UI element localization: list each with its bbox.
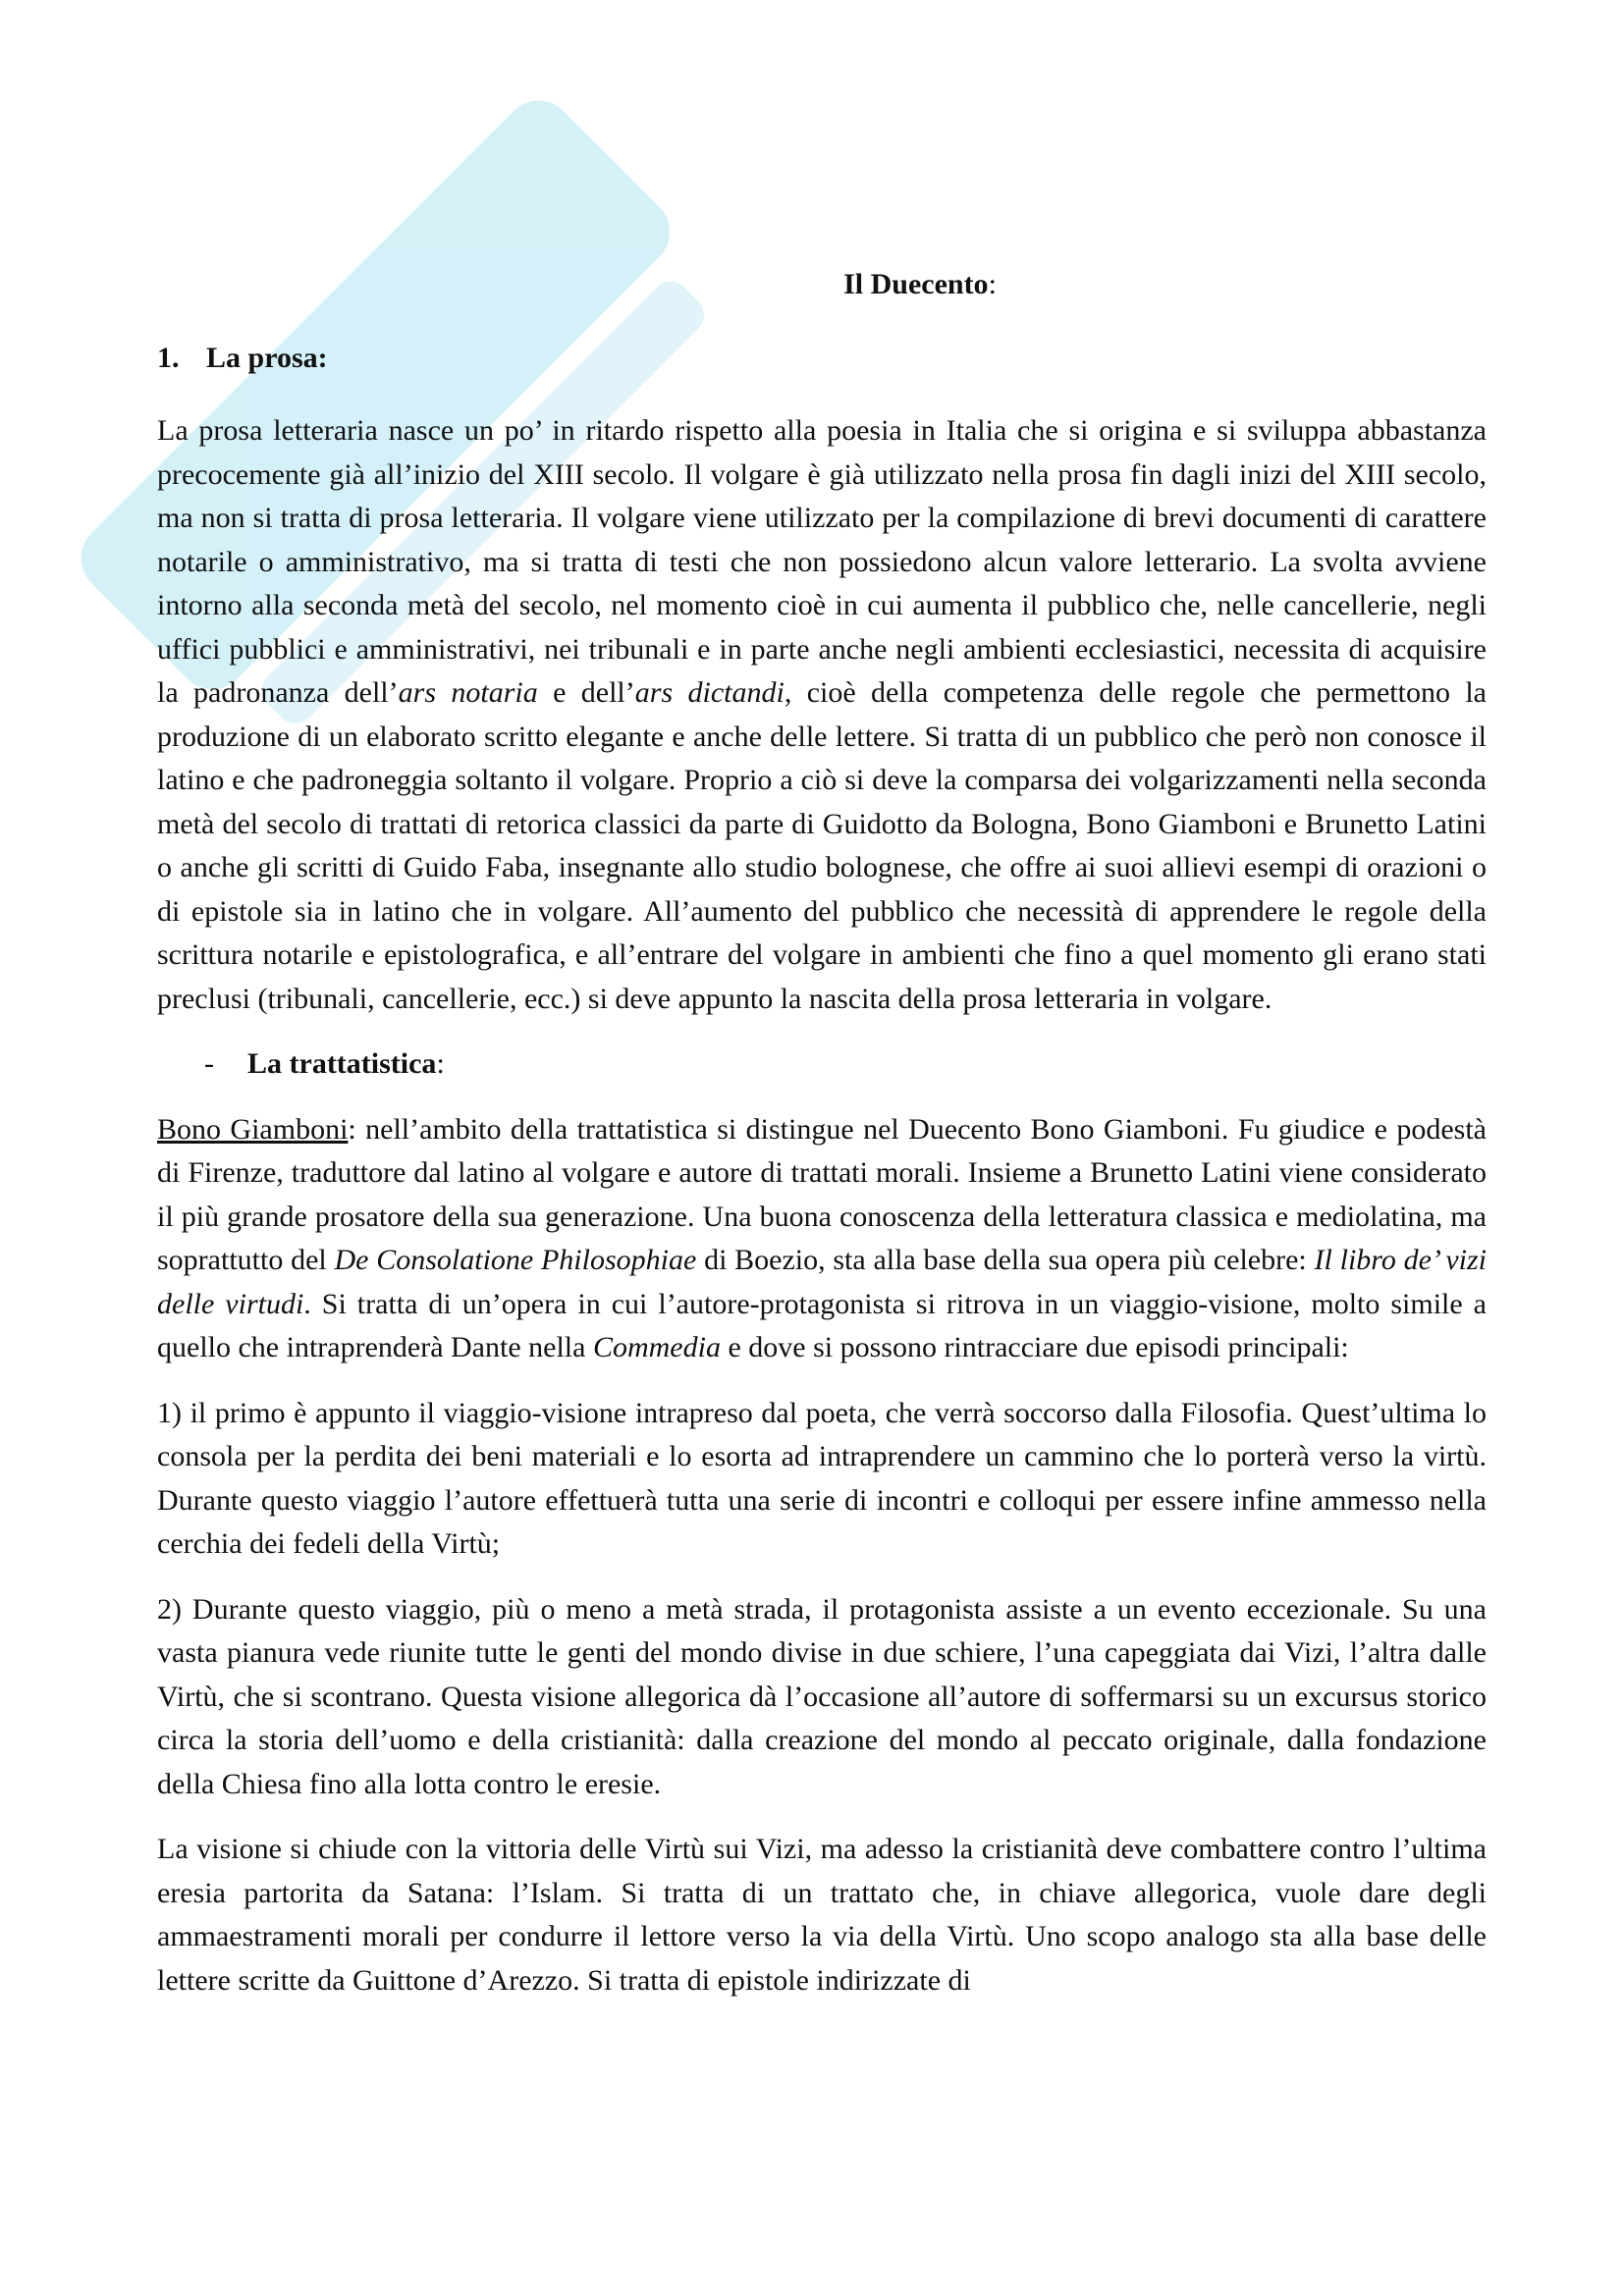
italic-title: De Consolatione Philosophiae [334,1244,697,1276]
paragraph-text: . Si tratta di un’opera in cui l’autore-protagonista si ritrova in un viaggio-visione, molto simile a quello che intraprenderà Dante nella [157,1287,1487,1363]
paragraph-text: 1) il primo è appunto il viaggio-visione intrapreso dal poeta, che verrà soccorso dalla Filosofia. Quest’ultima lo consola per la perdita dei beni materiali e lo esorta ad intraprendere un cammino che lo porterà verso la virtù. Durante questo viaggio l’autore effettuerà tutta una serie di incontri e colloqui per essere infine ammesso nella cerchia dei fedeli della Virtù; [157,1396,1487,1560]
italic-term: ars dictandi [634,676,785,709]
paragraph-episode-2 [157,1588,1487,1807]
paragraph-intro [157,409,1487,1021]
paragraph-text: e dove si possono rintracciare due episodi principali: [720,1331,1349,1363]
subsection-colon: : [436,1047,445,1080]
paragraph-text: , cioè della competenza delle regole che permettono la produzione di un elaborato scritto elegante e anche delle lettere. Si tratta di un pubblico che però non conosce il latino e che padroneggia soltanto il volgare. Proprio a ciò si deve la comparsa dei volgarizzamenti nella seconda metà del secolo di trattati di retorica classici da parte di Guidotto da Bologna, Bono Giamboni e Brunetto Latini o anche gli scritti di Guido Faba, insegnante allo studio bolognese, che offre ai suoi allievi esempi di orazioni o di epistole sia in latino che in volgare. All’aumento del pubblico che necessità di apprendere le regole della scrittura notarile e epistolografica, e all’entrare del volgare in ambienti che fino a quel momento gli erano stati preclusi (tribunali, cancellerie, ecc.) si deve appunto la nascita della prosa letteraria in volgare. [157,676,1487,1015]
page-title [157,263,1487,307]
italic-title: Il libro de’ vizi delle virtudi [157,1244,1487,1320]
paragraph-text: 2) Durante questo viaggio, più o meno a metà strada, il protagonista assiste a un evento eccezionale. Su una vasta pianura vede riunite tutte le genti del mondo divise in due schiere, l’una capeggiata dai Vizi, l’altra dalle Virtù, che si scontrano. Questa visione allegorica dà l’occasione all’autore di soffermarsi su un excursus storico circa la storia dell’uomo e della cristianità: dalla creazione del mondo al peccato originale, dalla fondazione della Chiesa fino alla lotta contro le eresie. [157,1592,1487,1800]
italic-title: Commedia [592,1331,721,1363]
document-page [157,263,1487,2024]
paragraph-episode-1 [157,1392,1487,1567]
paragraph-text: La prosa letteraria nasce un po’ in ritardo rispetto alla poesia in Italia che si origina e si sviluppa abbastanza precocemente già all’inizio del XIII secolo. Il volgare è già utilizzato nella prosa fin dagli inizi del XIII secolo, ma non si tratta di prosa letteraria. Il volgare viene utilizzato per la compilazione di brevi documenti di carattere notarile o amministrativo, ma si tratta di testi che non possiedono alcun valore letterario. La svolta avviene intorno alla seconda metà del secolo, nel momento cioè in cui aumenta il pubblico che, nelle cancellerie, negli uffici pubblici e amministrativi, nei tribunali e in parte anche negli ambienti ecclesiastici, necessita di acquisire la padronanza dell’ [157,414,1487,709]
paragraph-text: : nell’ambito della trattatistica si distingue nel Duecento Bono Giamboni. Fu giudice e podestà di Firenze, traduttore dal latino al volgare e autore di trattati morali. Insieme a Brunetto Latini viene considerato il più grande prosatore della sua generazione. Una buona conoscenza della letteratura classica e mediolatina, ma soprattutto del [157,1112,1487,1276]
paragraph-text: di Boezio, sta alla base della sua opera più celebre: [696,1244,1315,1276]
subsection-heading [157,1042,1487,1087]
list-dash: - [204,1047,214,1080]
author-name: Bono Giamboni [157,1112,349,1146]
section-heading-text: La prosa: [206,341,328,374]
paragraph-conclusion [157,1828,1487,2002]
section-number: 1. [157,341,180,374]
section-heading [157,337,1487,381]
paragraph-text: e dell’ [537,676,635,709]
subsection-label: La trattatistica [247,1047,437,1080]
paragraph-text: La visione si chiude con la vittoria delle Virtù sui Vizi, ma adesso la cristianità deve combattere contro l’ultima eresia partorita da Satana: l’Islam. Si tratta di un trattato che, in chiave allegorica, vuole dare degli ammaestramenti morali per condurre il lettore verso la via della Virtù. Uno scopo analogo sta alla base delle lettere scritte da Guittone d’Arezzo. Si tratta di epistole indirizzate di [157,1833,1487,1997]
title-colon: : [988,268,997,300]
italic-term: ars notaria [398,676,538,709]
paragraph-bono-giamboni [157,1108,1487,1370]
title-text: Il Duecento [843,268,989,300]
